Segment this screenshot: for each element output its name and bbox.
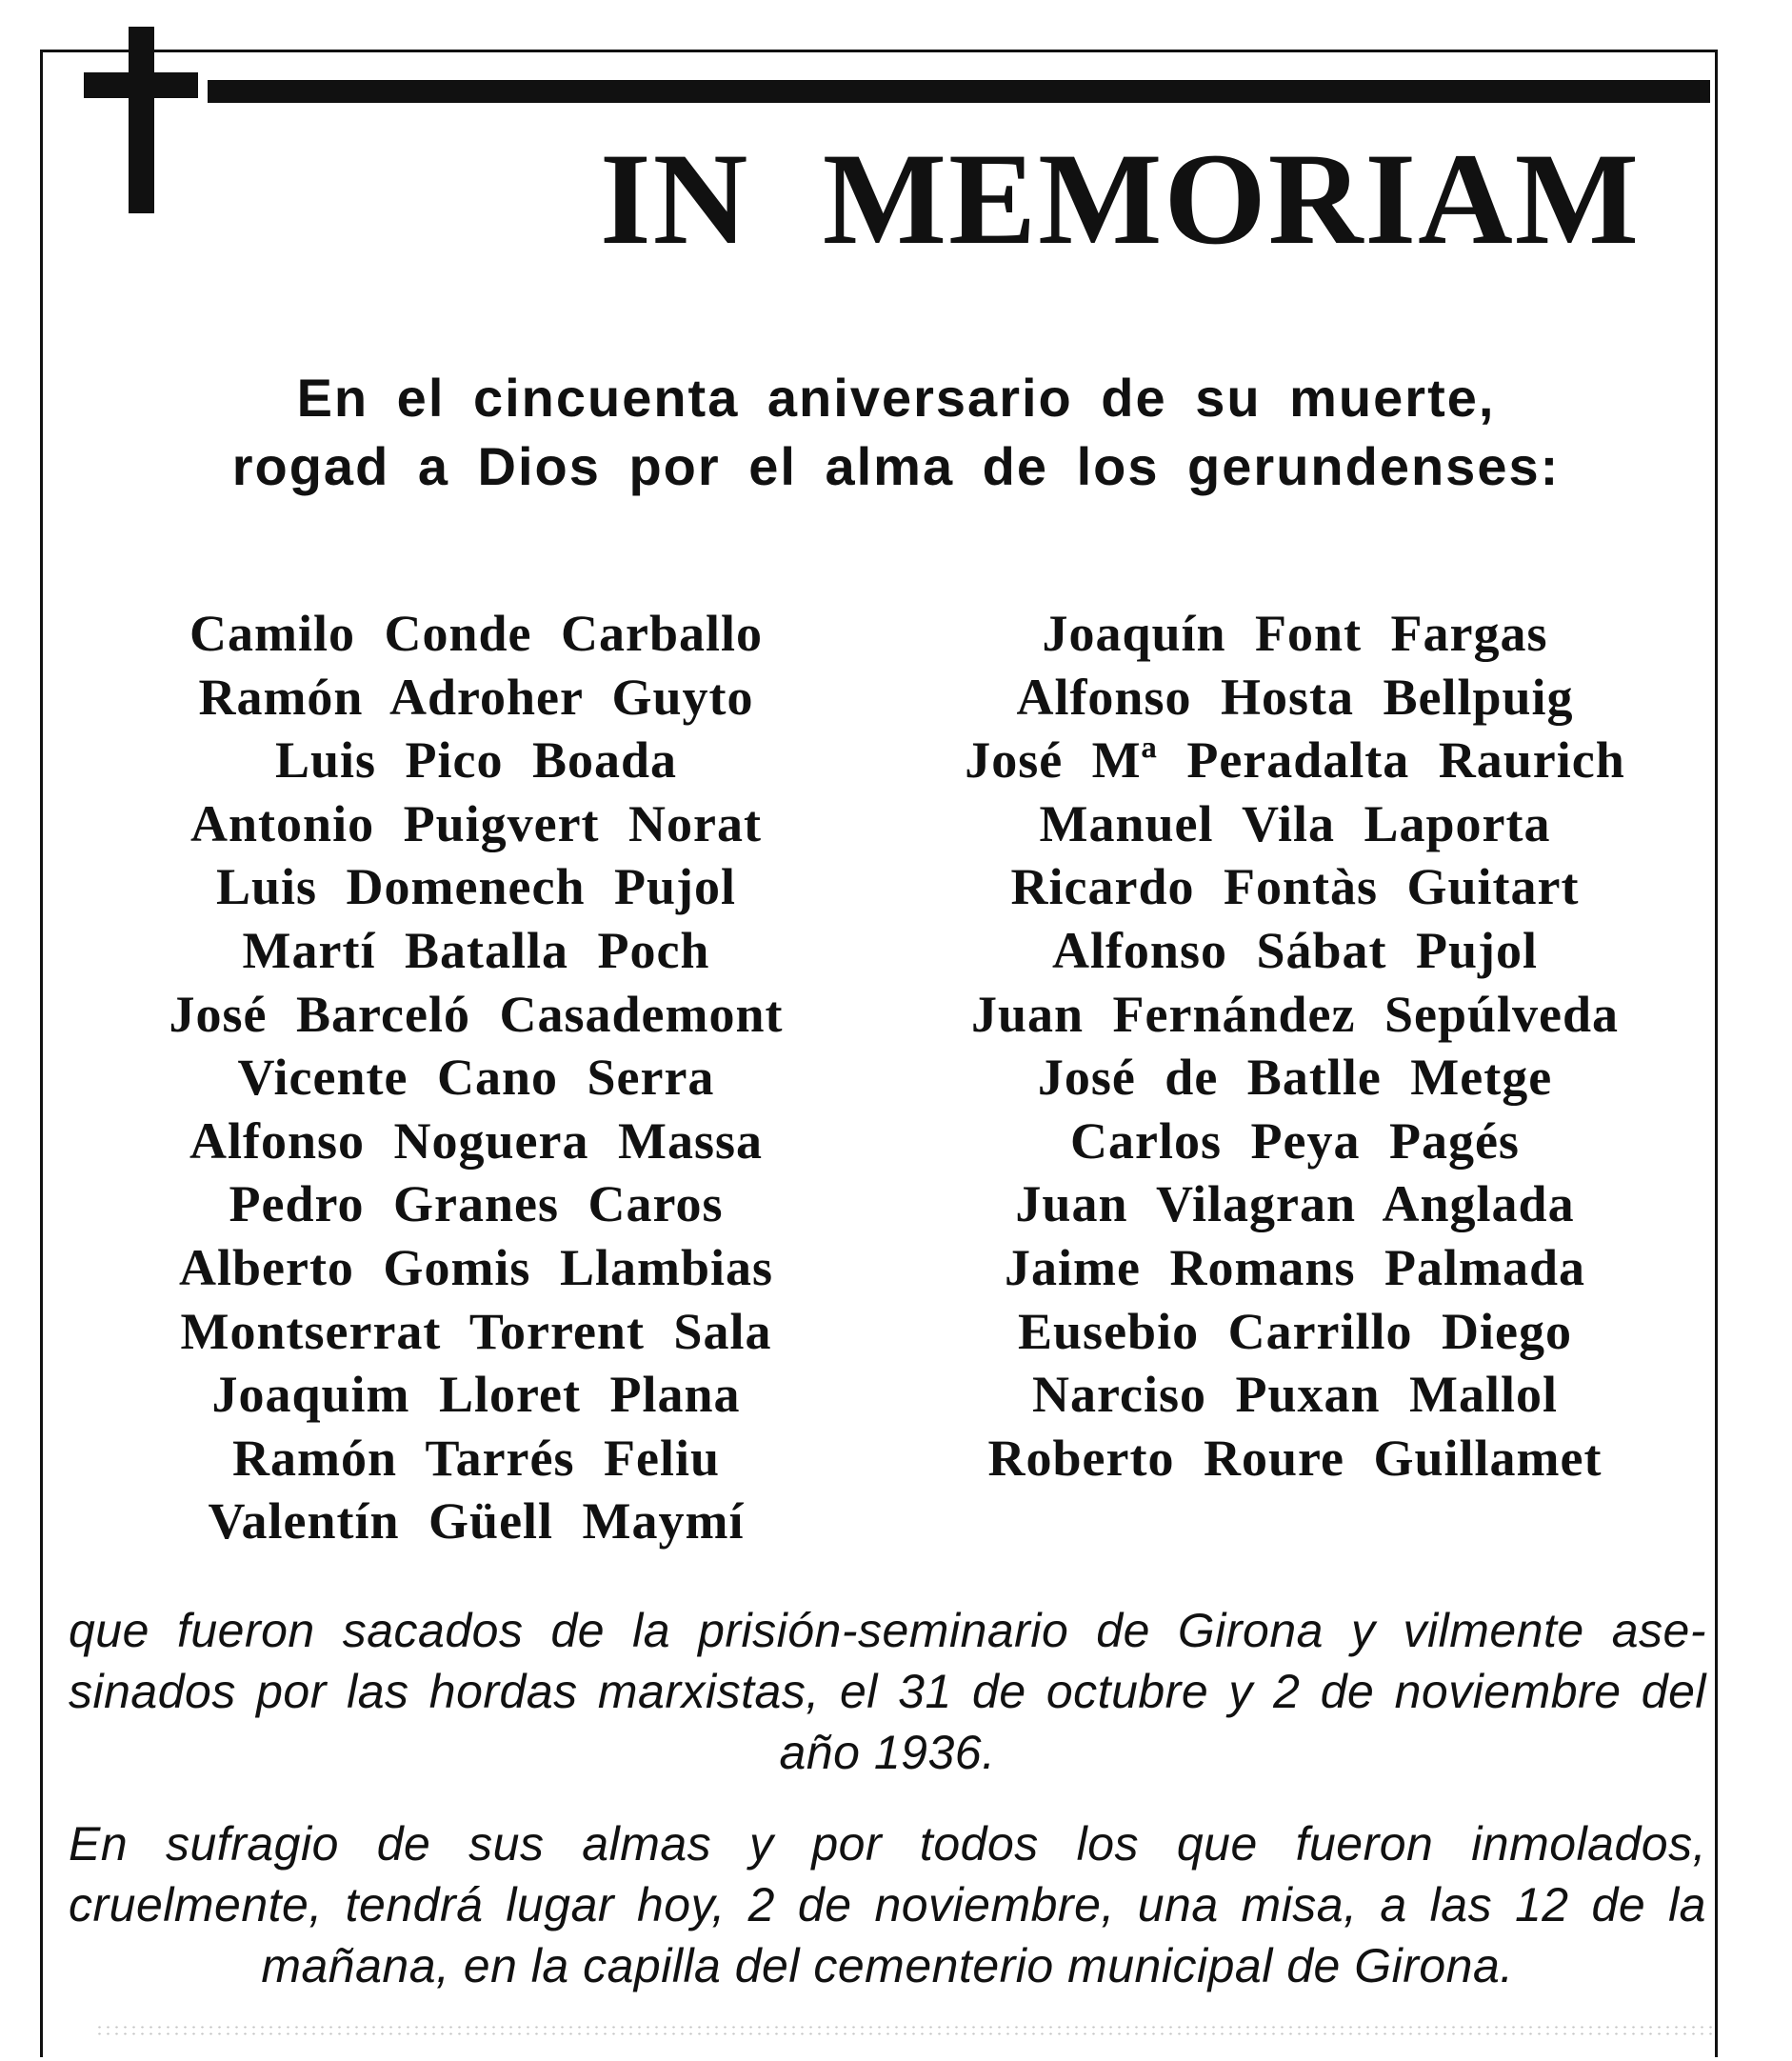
cross-icon-vertical-bar: [129, 27, 154, 213]
name-item: Joaquín Font Fargas: [1042, 605, 1548, 662]
names-column-right: [933, 602, 1657, 1490]
header-rule: [208, 80, 1710, 103]
notice-title: IN MEMORIAM: [600, 126, 1642, 271]
name-item: Carlos Peya Pagés: [1070, 1111, 1520, 1170]
name-item: Joaquim Lloret Plana: [211, 1366, 741, 1424]
intro-text: [57, 364, 1735, 501]
name-item: Pedro Granes Caros: [229, 1175, 724, 1233]
intro-line-1: En el cincuenta aniversario de su muerte,: [296, 368, 1496, 428]
name-item: José de Batlle Metge: [1037, 1049, 1553, 1107]
name-item: Alfonso Hosta Bellpuig: [1016, 668, 1574, 726]
name-item: Narciso Puxan Mallol: [1031, 1366, 1558, 1424]
name-item: Alberto Gomis Llambias: [178, 1238, 773, 1296]
name-item: Alfonso Noguera Massa: [189, 1111, 763, 1170]
name-item: Luis Domenech Pujol: [215, 858, 737, 916]
name-item: Jaime Romans Palmada: [1005, 1238, 1585, 1296]
name-item: José Barceló Casademont: [169, 985, 784, 1043]
name-item: Vicente Cano Serra: [237, 1049, 715, 1107]
name-item: Ramón Tarrés Feliu: [231, 1429, 720, 1487]
name-item: Juan Vilagran Anglada: [1015, 1175, 1575, 1233]
name-item: José Mª Peradalta Raurich: [965, 731, 1625, 790]
name-item: Montserrat Torrent Sala: [180, 1302, 772, 1360]
name-item: Luis Pico Boada: [274, 731, 678, 790]
name-item: Martí Batalla Poch: [242, 921, 710, 979]
names-column-left: [114, 602, 838, 1553]
name-item: Valentín Güell Maymí: [208, 1492, 745, 1551]
name-item: Ramón Adroher Guyto: [198, 668, 754, 726]
name-item: Antonio Puigvert Norat: [190, 794, 762, 852]
name-item: Camilo Conde Carballo: [189, 605, 764, 662]
name-item: Juan Fernández Sepúlveda: [970, 985, 1620, 1043]
print-noise: [95, 2024, 1714, 2037]
name-item: Manuel Vila Laporta: [1039, 794, 1551, 852]
closing-paragraph-1: que fueron sacados de la prisión-seminario de Girona y vilmente ase-sinados por las hordas marxistas, el 31 de octubre y 2 de noviembre del año 1936.: [69, 1604, 1706, 1779]
closing-paragraph-2: En sufragio de sus almas y por todos los que fueron inmolados, cruelmente, tendrá lugar hoy, 2 de noviembre, una misa, a las 12 de la mañana, en la capilla del cementerio municipal de Girona.: [69, 1817, 1706, 1992]
name-item: Alfonso Sábat Pujol: [1051, 921, 1539, 979]
intro-line-2: rogad a Dios por el alma de los gerundenses:: [231, 436, 1561, 496]
name-item: Eusebio Carrillo Diego: [1018, 1302, 1572, 1360]
cross-icon-horizontal-bar: [84, 72, 198, 98]
name-item: Roberto Roure Guillamet: [987, 1429, 1603, 1487]
name-item: Ricardo Fontàs Guitart: [1010, 858, 1580, 916]
